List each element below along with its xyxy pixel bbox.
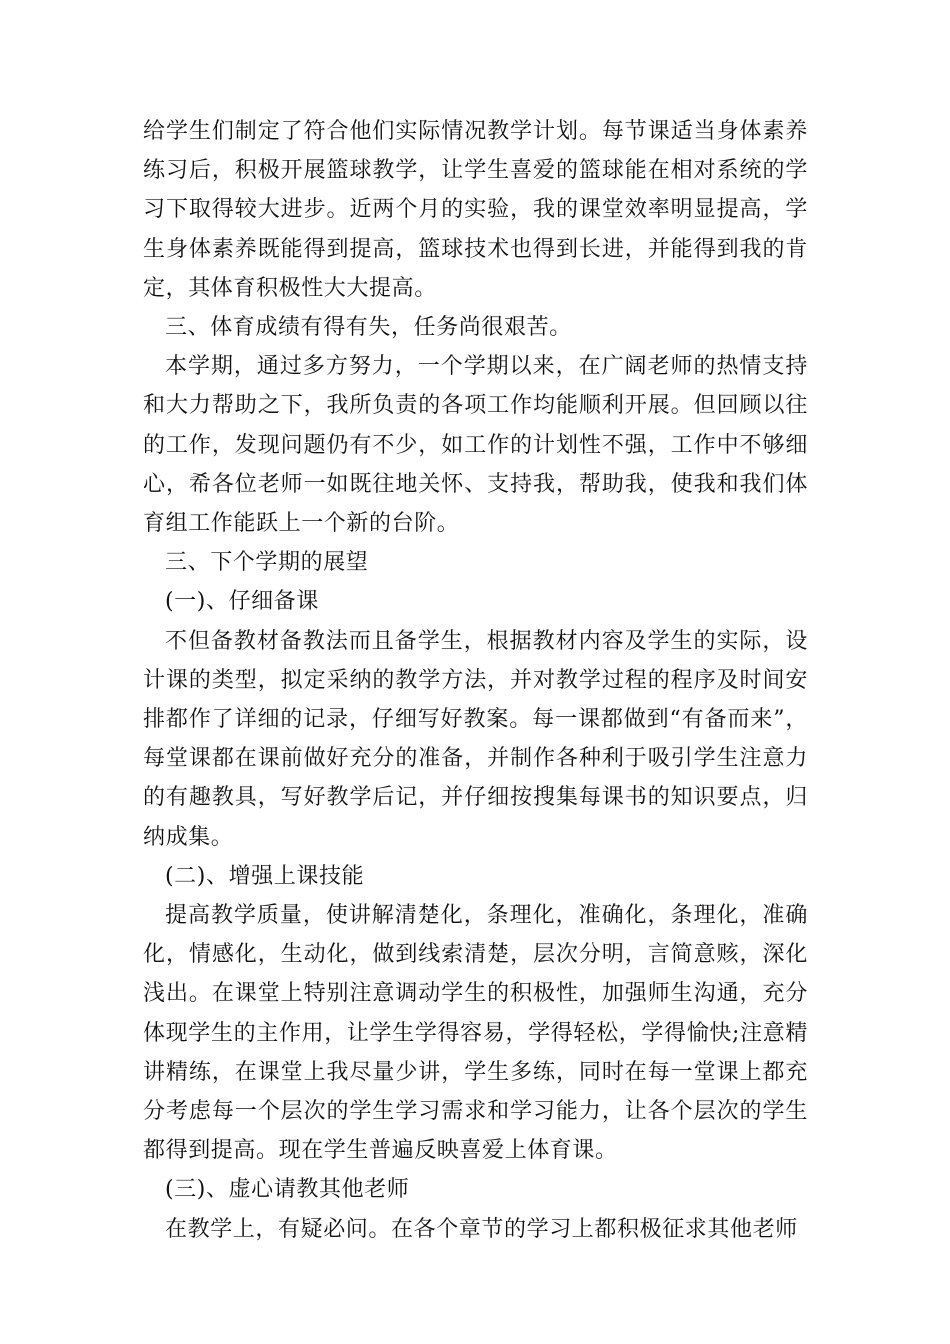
- paragraph-intro: 给学生们制定了符合他们实际情况教学计划。每节课适当身体素养练习后，积极开展篮球教学，让学生喜爱的篮球能在相对系统的学习下取得较大进步。近两个月的实验，我的课堂效率明显提高，学生身体素养既能得到提高，篮球技术也得到长进，并能得到我的肯定，其体育积极性大大提高。: [143, 119, 808, 301]
- paragraph-consult-teachers: 在教学上，有疑必问。在各个章节的学习上都积极征求其他老师: [165, 1216, 798, 1242]
- subheading-consult-teachers: (三)、虚心请教其他老师: [165, 1177, 410, 1203]
- paragraph-lesson-prep: 不但备教材备教法而且备学生，根据教材内容及学生的实际，设计课的类型，拟定采纳的教学方法，并对教学过程的程序及时间安排都作了详细的记录，仔细写好教案。每一课都做到“有备而来”，每堂课都在课前做好充分的准备，并制作各种利于吸引学生注意力的有趣教具，写好教学后记，并仔细按搜集每课书的知识要点，归纳成集。: [143, 628, 808, 850]
- document-body: [143, 112, 808, 1249]
- paragraph-teaching-skills: 提高教学质量，使讲解清楚化，条理化，准确化，条理化，准确化，情感化，生动化，做到线索清楚，层次分明，言简意赅，深化浅出。在课堂上特别注意调动学生的积极性，加强师生沟通，充分体现学生的主作用，让学生学得容易，学得轻松，学得愉快;注意精讲精练，在课堂上我尽量少讲，学生多练，同时在每一堂课上都充分考虑每一个层次的学生学习需求和学习能力，让各个层次的学生都得到提高。现在学生普遍反映喜爱上体育课。: [143, 903, 808, 1164]
- section-heading-results: 三、体育成绩有得有失，任务尚很艰苦。: [165, 315, 572, 341]
- paragraph-semester-review: 本学期，通过多方努力，一个学期以来，在广阔老师的热情支持和大力帮助之下，我所负责的各项工作均能顺利开展。但回顾以往的工作，发现问题仍有不少，如工作的计划性不强，工作中不够细心，希各位老师一如既往地关怀、支持我，帮助我，使我和我们体育组工作能跃上一个新的台阶。: [143, 354, 808, 537]
- section-heading-outlook: 三、下个学期的展望: [165, 550, 369, 576]
- subheading-teaching-skills: (二)、增强上课技能: [165, 863, 365, 889]
- subheading-lesson-prep: (一)、仔细备课: [165, 589, 319, 615]
